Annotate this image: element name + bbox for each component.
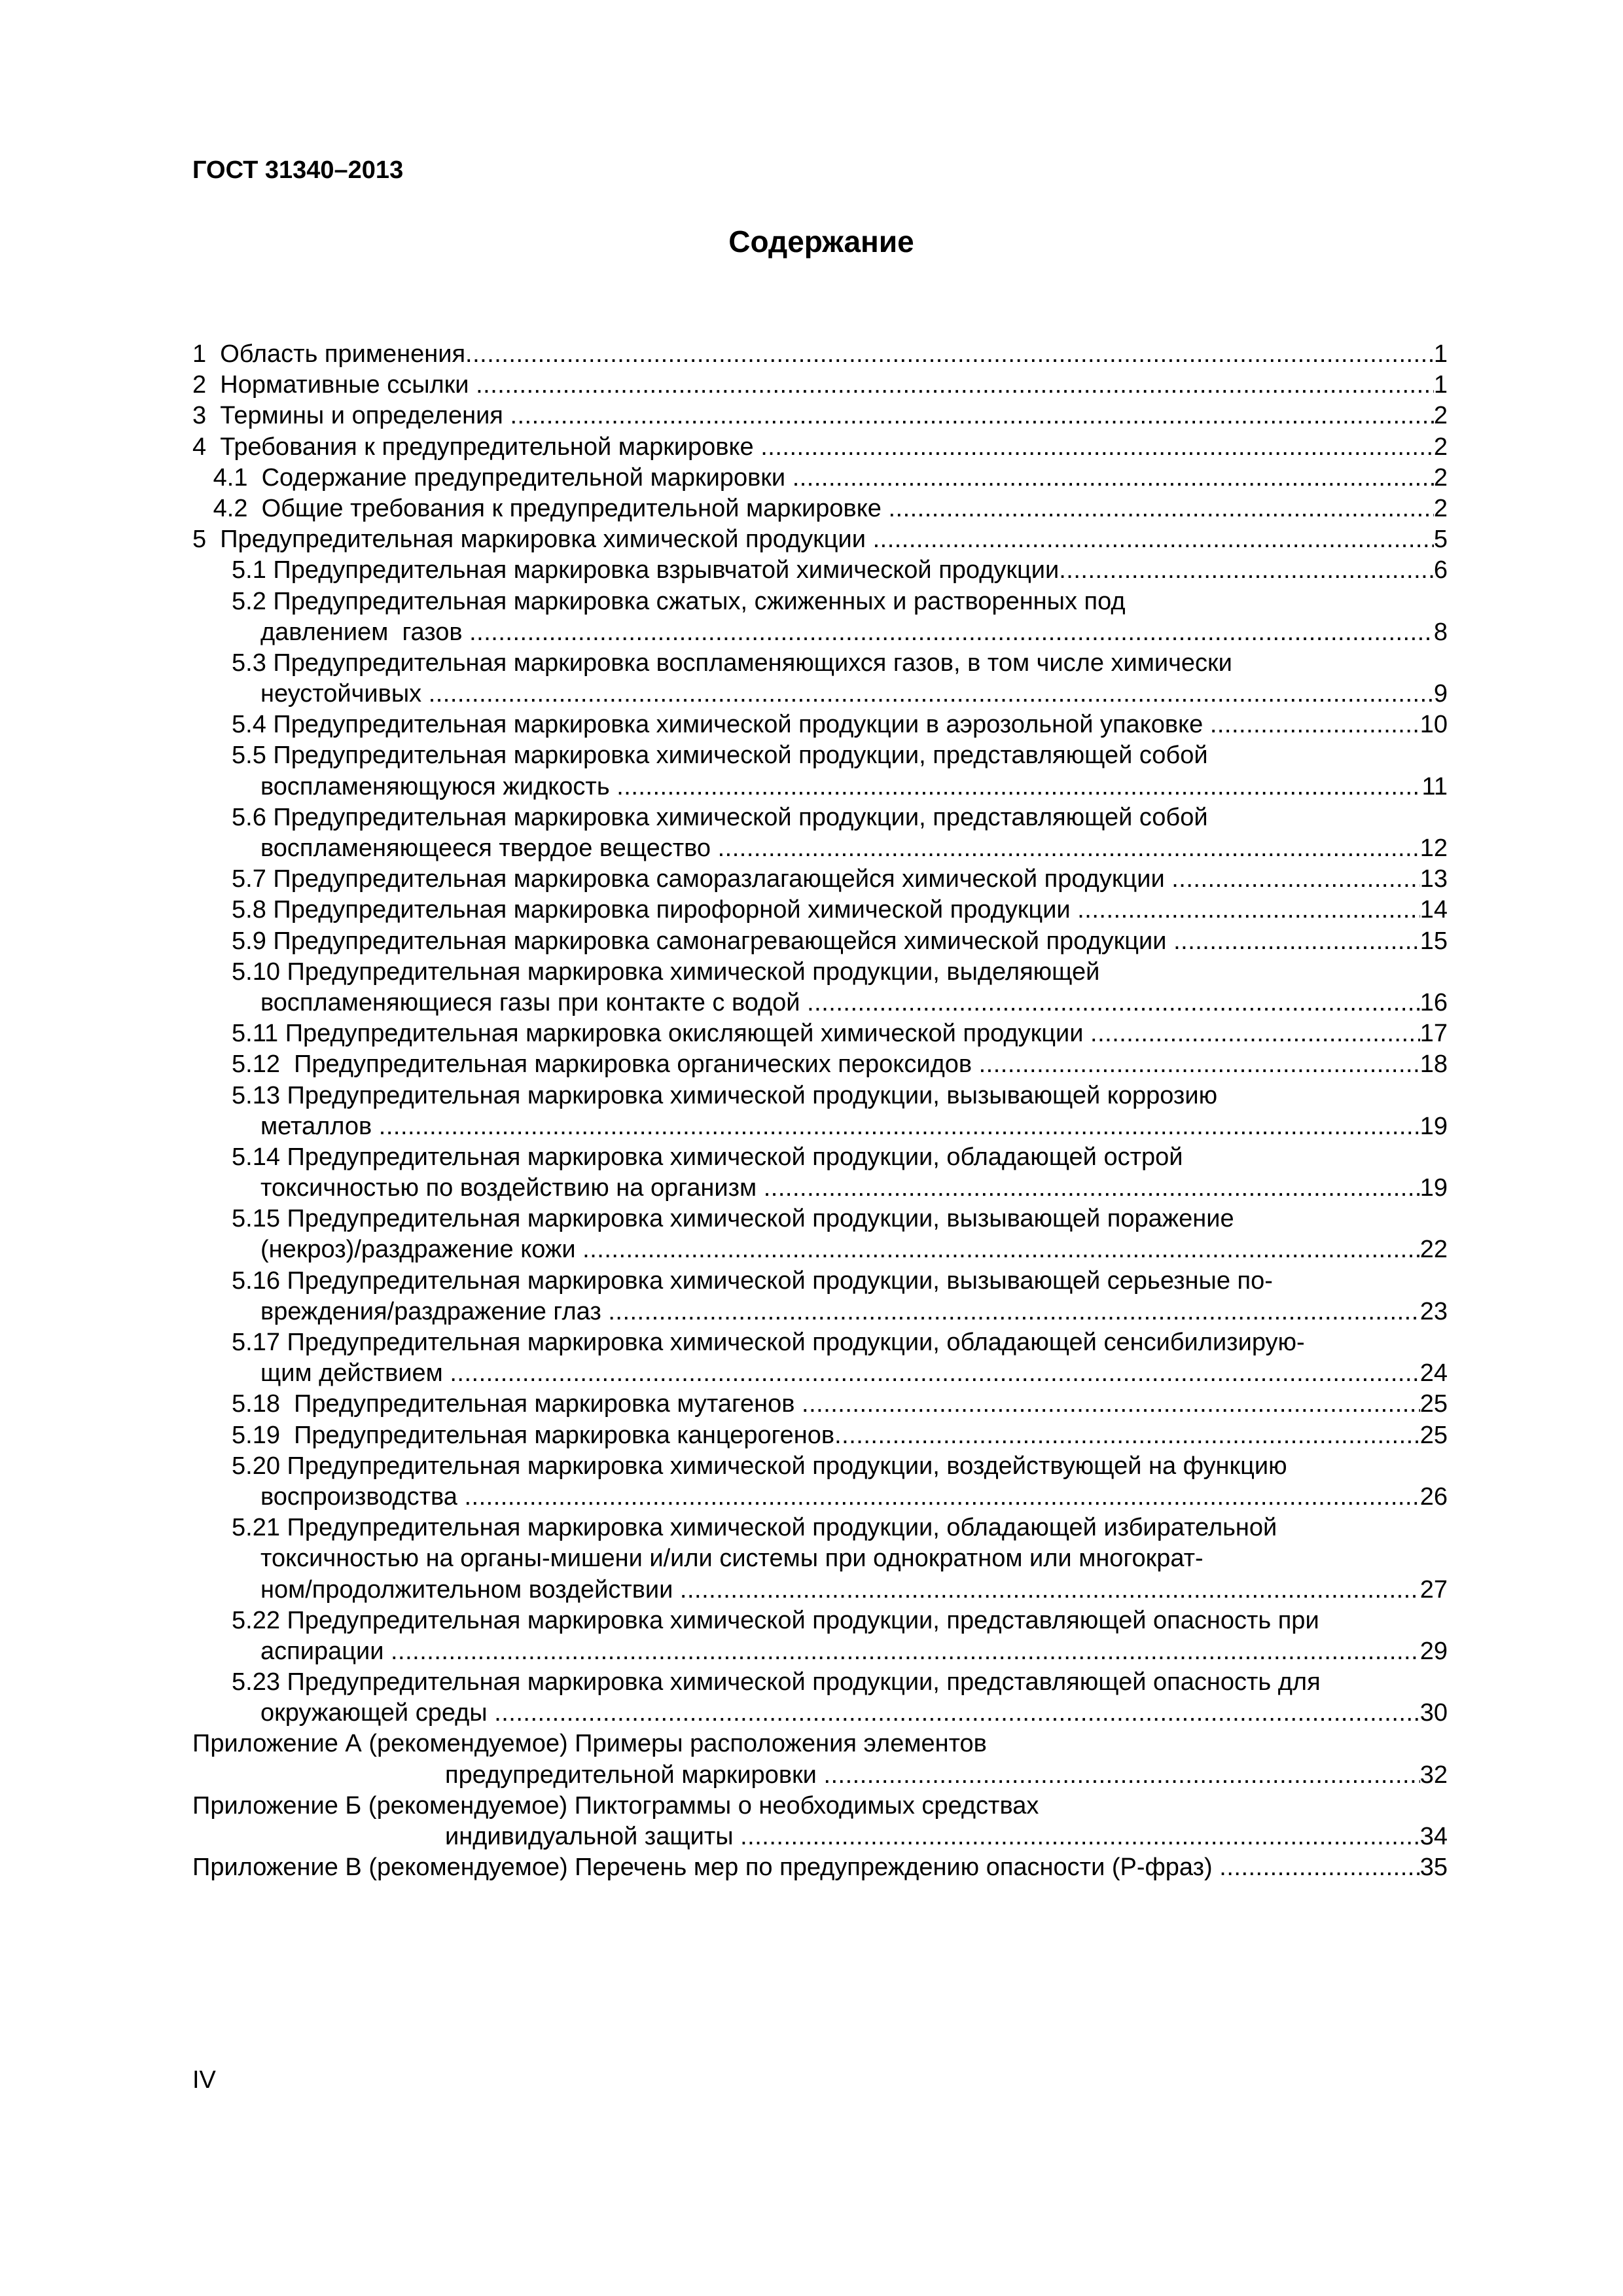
toc-dot-leader bbox=[979, 1049, 1420, 1080]
toc-dot-leader bbox=[469, 617, 1434, 648]
toc-page-number: 12 bbox=[1419, 834, 1448, 862]
toc-entry bbox=[192, 1049, 1448, 1080]
toc-dot-leader bbox=[680, 1575, 1420, 1605]
toc-page-number: 1 bbox=[1433, 340, 1448, 368]
toc-page-number: 14 bbox=[1419, 896, 1448, 924]
toc-page-number: 25 bbox=[1419, 1421, 1448, 1449]
toc-page-number: 5 bbox=[1433, 526, 1448, 554]
toc-page-number: 25 bbox=[1419, 1390, 1448, 1418]
toc-entry bbox=[192, 432, 1448, 463]
toc-entry-text: токсичностью по воздействию на организм bbox=[260, 1174, 764, 1202]
toc-entry-text: Приложение Б (рекомендуемое) Пиктограммы о необходимых средствах bbox=[192, 1791, 1039, 1820]
toc-dot-leader bbox=[510, 401, 1433, 431]
toc-entry bbox=[192, 463, 1448, 493]
toc-page-number: 24 bbox=[1419, 1359, 1448, 1388]
toc-page-number: 11 bbox=[1421, 772, 1448, 800]
toc-dot-leader bbox=[1171, 864, 1419, 895]
toc-dot-leader bbox=[429, 679, 1434, 709]
toc-page-number: 32 bbox=[1419, 1761, 1448, 1789]
toc-dot-leader bbox=[793, 463, 1434, 493]
page-number: IV bbox=[192, 2066, 216, 2094]
toc-entry-text: 5 Предупредительная маркировка химической продукции bbox=[192, 526, 873, 554]
toc-entry bbox=[192, 586, 1448, 648]
toc-page-number: 17 bbox=[1419, 1020, 1448, 1048]
toc-entry-text: окружающей среды bbox=[260, 1699, 495, 1727]
toc-dot-leader bbox=[582, 1234, 1420, 1265]
toc-entry-text: индивидуальной защиты bbox=[445, 1823, 741, 1850]
toc-dot-leader bbox=[1090, 1018, 1420, 1049]
toc-entry bbox=[192, 802, 1448, 864]
toc-entry-text: вреждения/раздражение глаз bbox=[260, 1297, 609, 1325]
toc-page-number: 2 bbox=[1433, 433, 1448, 461]
toc-entry bbox=[192, 370, 1448, 401]
toc-entry-text: 5.7 Предупредительная маркировка саморазлагающейся химической продукции bbox=[232, 865, 1172, 893]
toc-entry-text: 5.2 Предупредительная маркировка сжатых, сжиженных и растворенных под bbox=[232, 587, 1126, 615]
toc-entry-text: металлов bbox=[260, 1112, 379, 1140]
toc-entry-text: 4.1 Содержание предупредительной маркировки bbox=[192, 463, 793, 492]
toc-entry-text: 1 Область применения bbox=[192, 340, 466, 368]
toc-entry bbox=[192, 648, 1448, 709]
toc-dot-leader bbox=[616, 772, 1421, 802]
toc-entry-text: 5.9 Предупредительная маркировка самонагревающейся химической продукции bbox=[232, 927, 1174, 955]
toc-entry-text: воспроизводства bbox=[260, 1482, 465, 1511]
toc-entry-text: 5.12 Предупредительная маркировка органических пероксидов bbox=[232, 1050, 979, 1079]
table-of-contents bbox=[192, 339, 1448, 1883]
toc-entry bbox=[192, 926, 1448, 957]
toc-page-number: 19 bbox=[1419, 1174, 1448, 1202]
toc-entry bbox=[192, 555, 1448, 586]
toc-page-number: 13 bbox=[1419, 865, 1448, 893]
toc-entry-text: 5.21 Предупредительная маркировка химической продукции, обладающей избирательной bbox=[232, 1514, 1277, 1542]
toc-entry-text: 4.2 Общие требования к предупредительной маркировке bbox=[192, 494, 889, 522]
toc-page-number: 23 bbox=[1419, 1297, 1448, 1325]
toc-entry bbox=[192, 1513, 1448, 1605]
toc-page-number: 30 bbox=[1419, 1699, 1448, 1727]
toc-entry-text: 5.4 Предупредительная маркировка химической продукции в аэрозольной упаковке bbox=[232, 711, 1210, 739]
toc-entry-text: 5.17 Предупредительная маркировка химической продукции, обладающей сенсибилизирую- bbox=[232, 1329, 1305, 1356]
toc-entry bbox=[192, 1451, 1448, 1513]
toc-entry bbox=[192, 740, 1448, 802]
toc-dot-leader bbox=[1210, 709, 1420, 740]
toc-entry-text: щим действием bbox=[260, 1359, 450, 1388]
toc-entry bbox=[192, 524, 1448, 555]
toc-entry-text: 5.5 Предупредительная маркировка химической продукции, представляющей собой bbox=[232, 742, 1208, 770]
toc-page-number: 2 bbox=[1433, 402, 1448, 430]
toc-page-number: 2 bbox=[1433, 494, 1448, 522]
toc-entry-text: 5.13 Предупредительная маркировка химической продукции, вызывающей коррозию bbox=[232, 1081, 1218, 1109]
toc-entry-text: 5.18 Предупредительная маркировка мутагенов bbox=[232, 1390, 802, 1418]
toc-entry-text: 5.8 Предупредительная маркировка пирофорной химической продукции bbox=[232, 896, 1078, 924]
toc-entry-text: 3 Термины и определения bbox=[192, 402, 510, 430]
toc-entry bbox=[192, 864, 1448, 895]
toc-entry bbox=[192, 1852, 1448, 1883]
toc-entry-text: Приложение А (рекомендуемое) Примеры расположения элементов bbox=[192, 1730, 987, 1758]
toc-entry bbox=[192, 1420, 1448, 1451]
toc-entry bbox=[192, 1204, 1448, 1265]
toc-entry-text: давлением газов bbox=[260, 618, 470, 646]
toc-entry-text: предупредительной маркировки bbox=[445, 1761, 824, 1789]
toc-dot-leader bbox=[740, 1821, 1420, 1852]
toc-entry bbox=[192, 493, 1448, 524]
toc-dot-leader bbox=[802, 1389, 1420, 1420]
toc-page-number: 18 bbox=[1419, 1050, 1448, 1079]
toc-entry-text: 5.10 Предупредительная маркировка химической продукции, выделяющей bbox=[232, 958, 1100, 986]
toc-entry bbox=[192, 1729, 1448, 1790]
toc-dot-leader bbox=[476, 370, 1434, 401]
toc-entry-text: неустойчивых bbox=[260, 680, 429, 708]
toc-entry bbox=[192, 1605, 1448, 1667]
toc-entry bbox=[192, 1018, 1448, 1049]
toc-page-number: 2 bbox=[1433, 463, 1448, 492]
toc-dot-leader bbox=[764, 1173, 1420, 1204]
toc-entry-text: воспламеняющуюся жидкость bbox=[260, 772, 617, 800]
toc-page-number: 34 bbox=[1419, 1823, 1448, 1850]
toc-page-number: 26 bbox=[1419, 1482, 1448, 1511]
toc-dot-leader bbox=[718, 833, 1420, 864]
toc-page-number: 10 bbox=[1419, 711, 1448, 739]
toc-entry bbox=[192, 1327, 1448, 1389]
toc-entry-text: 2 Нормативные ссылки bbox=[192, 371, 476, 399]
toc-entry-text: 5.23 Предупредительная маркировка химической продукции, представляющей опасность для bbox=[232, 1668, 1321, 1696]
toc-page-number: 27 bbox=[1419, 1575, 1448, 1604]
toc-page-number: 6 bbox=[1433, 556, 1448, 584]
toc-page-number: 22 bbox=[1419, 1236, 1448, 1264]
toc-entry bbox=[192, 1667, 1448, 1729]
toc-dot-leader bbox=[1059, 555, 1434, 586]
toc-entry bbox=[192, 1389, 1448, 1420]
toc-entry-text: аспирации bbox=[260, 1637, 391, 1665]
toc-dot-leader bbox=[873, 524, 1434, 555]
toc-entry bbox=[192, 709, 1448, 740]
toc-dot-leader bbox=[760, 432, 1434, 463]
toc-page-number: 9 bbox=[1433, 680, 1448, 708]
toc-dot-leader bbox=[823, 1760, 1419, 1791]
toc-entry bbox=[192, 1791, 1448, 1852]
toc-entry-text: воспламеняющиеся газы при контакте с водой bbox=[260, 988, 808, 1016]
toc-page-number: 16 bbox=[1419, 988, 1448, 1016]
toc-page-number: 19 bbox=[1419, 1112, 1448, 1140]
toc-entry-text: ном/продолжительном воздействии bbox=[260, 1575, 680, 1604]
toc-dot-leader bbox=[1219, 1852, 1419, 1883]
toc-dot-leader bbox=[608, 1297, 1419, 1327]
document-id: ГОСТ 31340–2013 bbox=[192, 156, 404, 184]
toc-entry-text: воспламеняющееся твердое вещество bbox=[260, 834, 718, 862]
toc-entry bbox=[192, 401, 1448, 431]
toc-entry bbox=[192, 1266, 1448, 1327]
toc-entry bbox=[192, 895, 1448, 925]
toc-entry-text: Приложение В (рекомендуемое) Перечень мер по предупреждению опасности (Р-фраз) bbox=[192, 1854, 1220, 1882]
toc-page-number: 35 bbox=[1419, 1854, 1448, 1882]
toc-entry-text: 5.22 Предупредительная маркировка химической продукции, представляющей опасность при bbox=[232, 1606, 1319, 1634]
toc-entry-text: (некроз)/раздражение кожи bbox=[260, 1236, 583, 1264]
toc-entry-text: 5.20 Предупредительная маркировка химической продукции, воздействующей на функцию bbox=[232, 1452, 1287, 1480]
toc-dot-leader bbox=[465, 339, 1434, 370]
toc-dot-leader bbox=[888, 493, 1433, 524]
toc-entry-text: 5.1 Предупредительная маркировка взрывчатой химической продукции bbox=[232, 556, 1060, 584]
toc-dot-leader bbox=[834, 1420, 1420, 1451]
toc-dot-leader bbox=[1173, 926, 1420, 957]
toc-page-number: 29 bbox=[1419, 1637, 1448, 1665]
toc-dot-leader bbox=[450, 1358, 1419, 1389]
toc-dot-leader bbox=[464, 1482, 1419, 1513]
toc-entry-text: 5.19 Предупредительная маркировка канцерогенов bbox=[232, 1421, 835, 1449]
toc-dot-leader bbox=[494, 1698, 1420, 1729]
toc-title: Содержание bbox=[728, 224, 914, 259]
toc-entry-text: 5.6 Предупредительная маркировка химической продукции, представляющей собой bbox=[232, 803, 1208, 831]
toc-entry bbox=[192, 1142, 1448, 1204]
toc-dot-leader bbox=[1077, 895, 1420, 925]
toc-dot-leader bbox=[807, 988, 1420, 1018]
toc-entry-text: 4 Требования к предупредительной маркировке bbox=[192, 433, 761, 461]
toc-dot-leader bbox=[391, 1636, 1420, 1667]
toc-page-number: 15 bbox=[1419, 927, 1448, 955]
toc-entry-text: 5.15 Предупредительная маркировка химической продукции, вызывающей поражение bbox=[232, 1205, 1234, 1233]
toc-entry bbox=[192, 957, 1448, 1018]
toc-entry-text: 5.3 Предупредительная маркировка воспламеняющихся газов, в том числе химически bbox=[232, 649, 1232, 677]
toc-entry-text: 5.11 Предупредительная маркировка окисляющей химической продукции bbox=[232, 1020, 1091, 1048]
toc-entry-text: 5.16 Предупредительная маркировка химической продукции, вызывающей серьезные по- bbox=[232, 1266, 1273, 1295]
toc-entry-text: токсичностью на органы-мишени и/или системы при однократном или многократ- bbox=[260, 1545, 1204, 1573]
toc-page-number: 8 bbox=[1433, 618, 1448, 646]
toc-page-number: 1 bbox=[1433, 371, 1448, 399]
toc-entry-text: 5.14 Предупредительная маркировка химической продукции, обладающей острой bbox=[232, 1143, 1183, 1171]
toc-entry bbox=[192, 339, 1448, 370]
toc-entry bbox=[192, 1081, 1448, 1142]
toc-dot-leader bbox=[379, 1111, 1420, 1142]
